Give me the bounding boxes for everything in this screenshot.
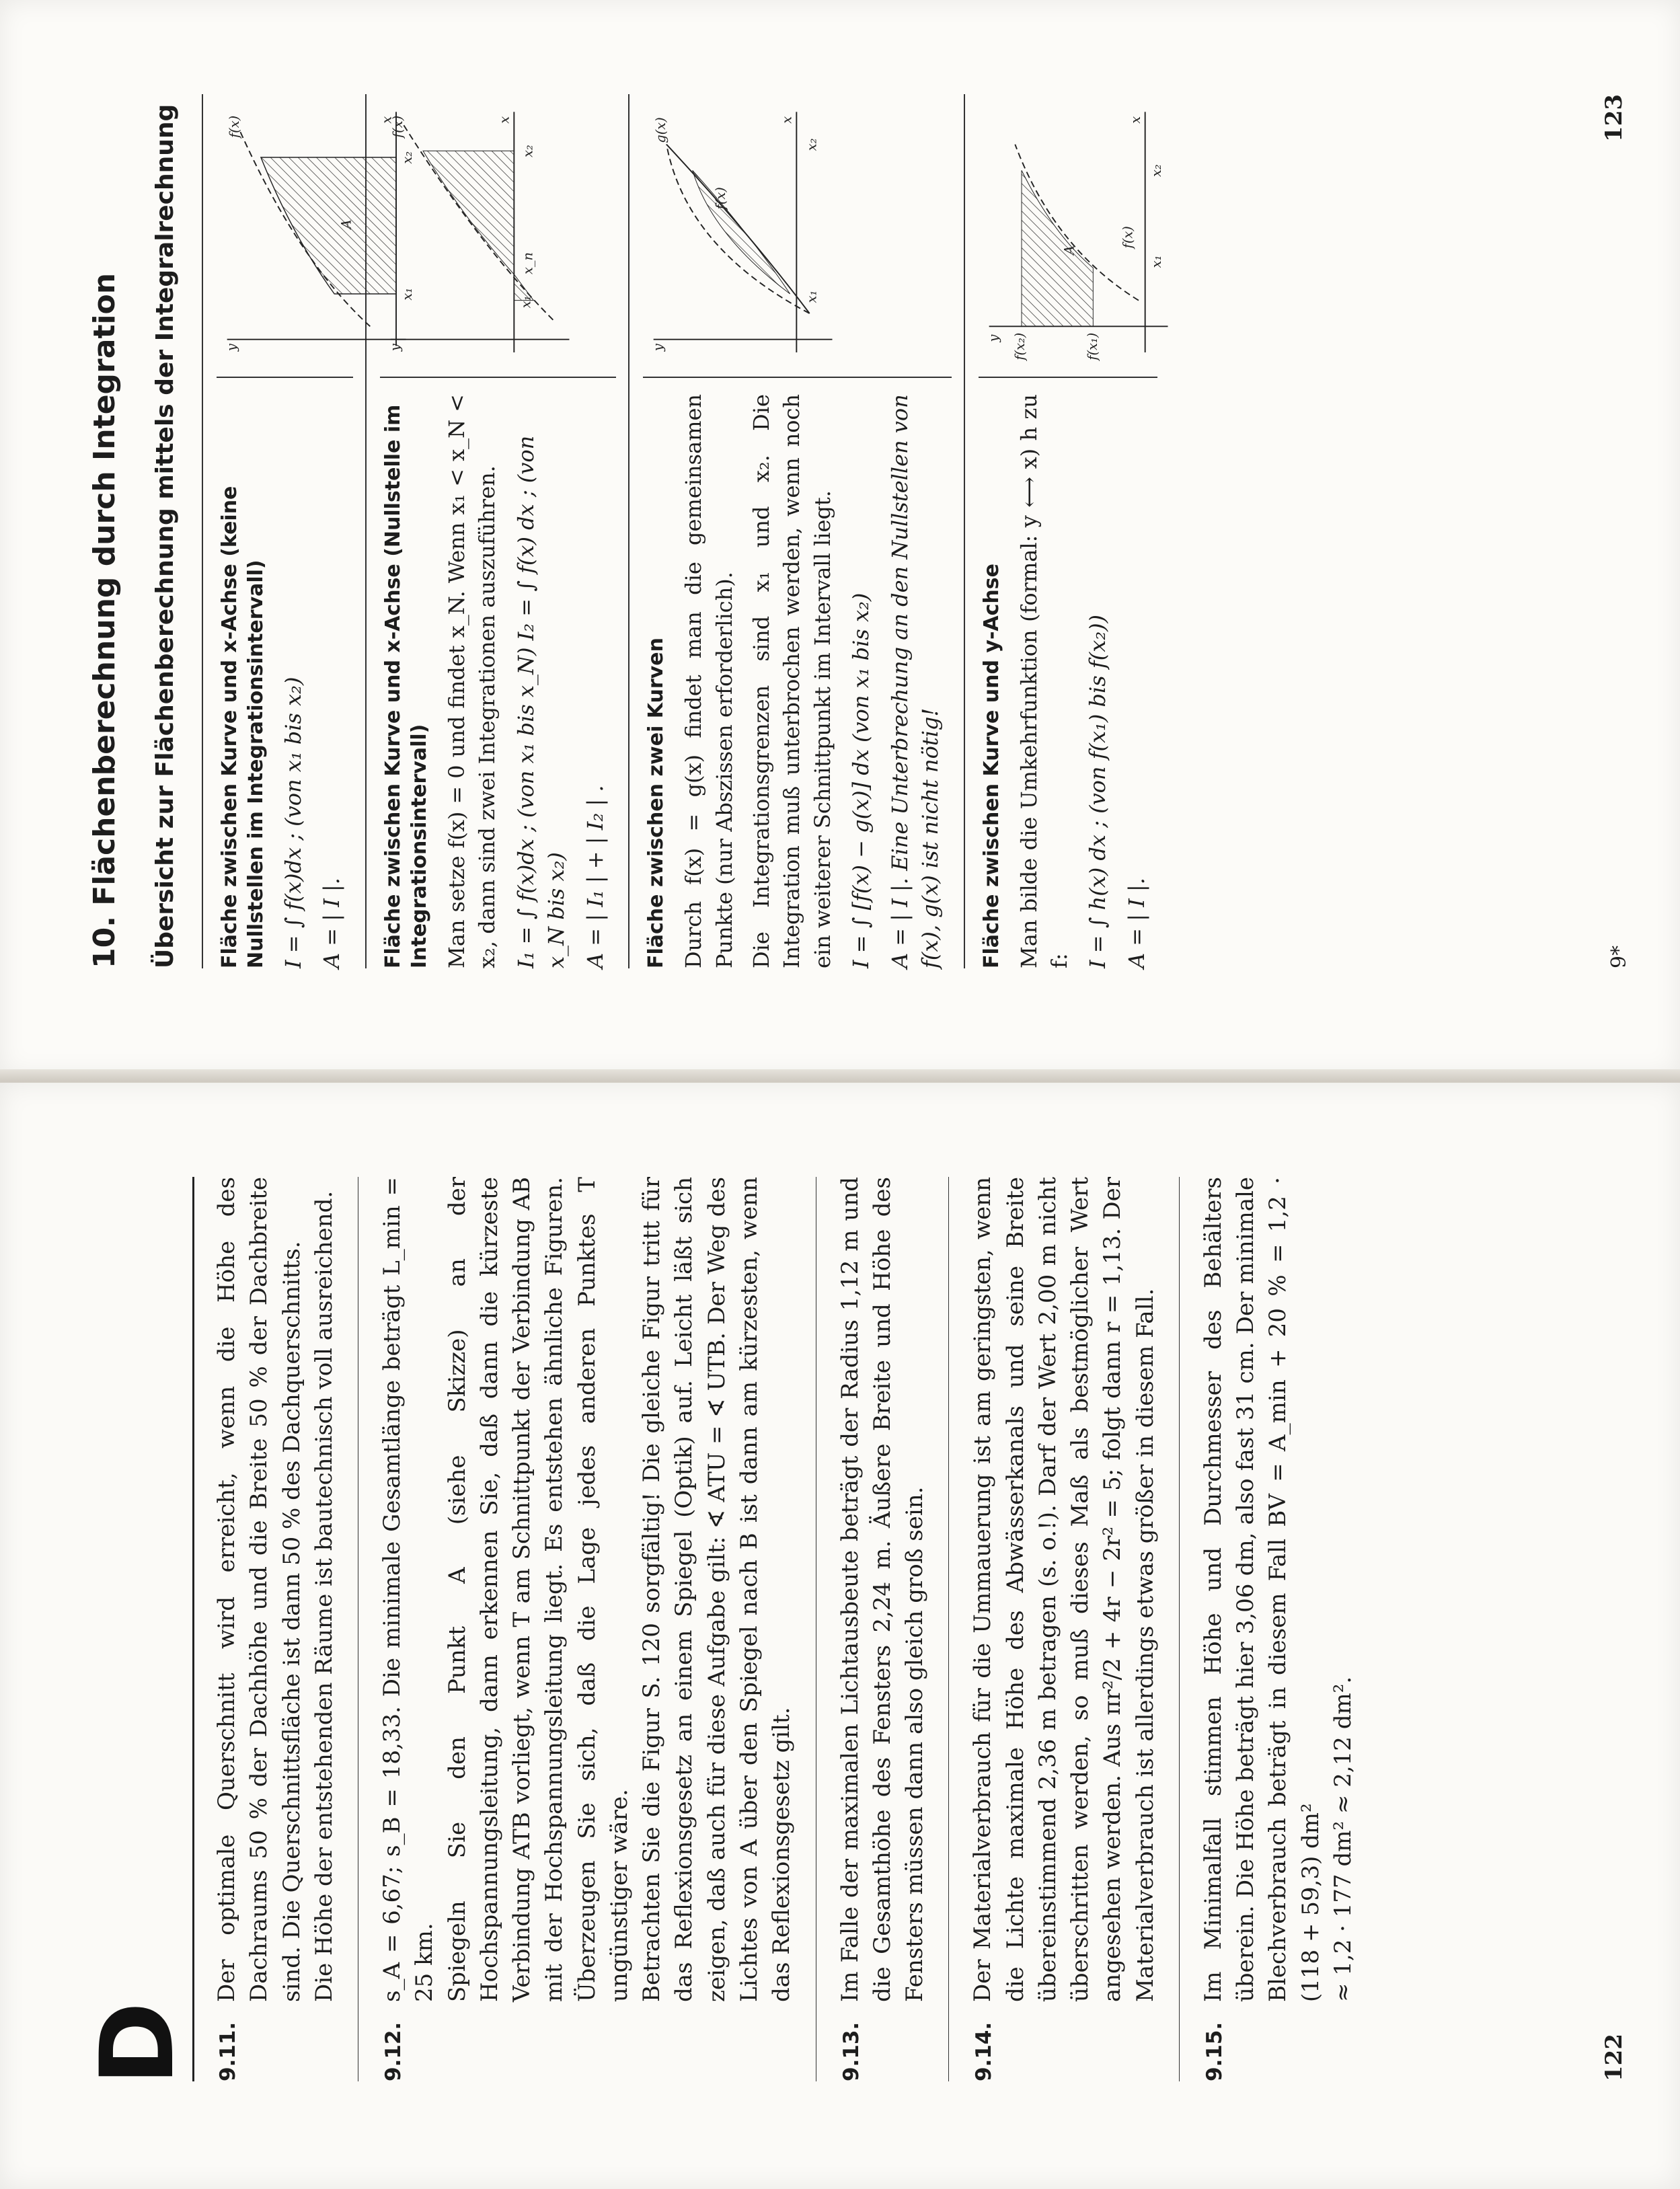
figure-label: x₂ <box>399 151 416 164</box>
section-text <box>380 378 616 968</box>
section-figure <box>643 94 952 378</box>
figure-label: x₁ <box>399 288 416 301</box>
figure-label: x₂ <box>520 145 536 157</box>
figure-label: x <box>779 116 795 124</box>
solution-list <box>211 1177 1359 2081</box>
section-heading: Fläche zwischen Kurve und x-Achse (keine Nullstellen im Integrationsintervall) <box>218 486 268 968</box>
figure-label: f(x) <box>1119 226 1135 249</box>
solution-paragraph: Die Höhe der entstehenden Räume ist bautechnisch voll ausreichend. <box>310 1190 338 2002</box>
right-page-content <box>0 0 1680 1069</box>
solution-paragraph: ≈ 1,2 · 177 dm² ≈ 2,12 dm². <box>1329 1676 1357 2002</box>
chapter-title: 10. Flächenberechnung durch Integration <box>87 272 122 968</box>
section-figure <box>217 94 416 378</box>
formula: A = | I |. <box>1123 878 1149 968</box>
section-body: Man setze f(x) = 0 und findet x_N. Wenn x₁ < x_N < x₂, dann sind zwei Integrationen auszuführen. <box>443 394 500 968</box>
formula: A = | I₁ | + | I₂ | . <box>582 785 608 968</box>
page-number-right: 123 <box>1601 94 1628 142</box>
solution-text <box>211 1177 340 2002</box>
section-body: Man bilde die Umkehrfunktion (formal: y ⟷ x) h zu f: <box>1016 394 1072 968</box>
figure-label: x₁ <box>1148 255 1164 268</box>
area-graph <box>983 101 1178 370</box>
solution-text <box>1197 1177 1359 2002</box>
figure-label: y <box>650 344 666 352</box>
figure-label: f(x₁) <box>1084 332 1100 360</box>
figure-label: g(x) <box>653 117 669 143</box>
figure-label: f(x) <box>713 187 729 210</box>
section-text <box>643 378 952 968</box>
figure-label: x₂ <box>1148 164 1164 177</box>
section-heading: Fläche zwischen zwei Kurven <box>644 638 669 968</box>
solution-item <box>376 1177 798 2081</box>
solution-number: 9.15. <box>1202 2022 1227 2081</box>
formula: I = ∫ [f(x) − g(x)] dx (von x₁ bis x₂) <box>848 592 874 968</box>
figure-label: x <box>496 116 512 124</box>
solution-number: 9.12. <box>381 2022 406 2081</box>
figure-label: A <box>338 219 354 229</box>
overview-section <box>365 94 628 968</box>
figure-label: x₁ <box>804 290 820 303</box>
formula: I = ∫ h(x) dx ; (von f(x₁) bis f(x₂)) <box>1085 614 1111 968</box>
solution-paragraph: Im Minimalfall stimmen Höhe und Durchmesser des Behälters überein. Die Höhe beträgt hier 3,06 dm, also fast 31 cm. Der minimale Blechverbrauch beträgt in diesem Fall BV = A_min + 20 % = 1,2 · (118 + 59,3) dm² <box>1199 1177 1324 2002</box>
left-page-content <box>0 1096 1680 2189</box>
figure-label: f(x) <box>389 115 406 138</box>
area-graph <box>647 101 842 370</box>
figure-label: A <box>1061 245 1077 255</box>
figure-label: f(x₂) <box>1011 332 1028 360</box>
figure-label: x₂ <box>804 138 820 151</box>
section-text <box>979 378 1158 968</box>
figure-label: x <box>379 116 395 124</box>
solution-item <box>1197 1177 1359 2081</box>
problem-divider <box>1179 1177 1180 2081</box>
formula: I = ∫ f(x)dx ; (von x₁ bis x₂) <box>280 677 306 968</box>
formula: A = | I |. Eine Unterbrechung an den Nullstellen von f(x), g(x) ist nicht nötig! <box>886 394 944 968</box>
solution-number: 9.11. <box>216 2022 240 2081</box>
section-figure <box>979 94 1164 378</box>
overview-section <box>628 94 964 968</box>
figure-label: x_n <box>520 252 536 274</box>
solution-item <box>834 1177 931 2081</box>
figure-label: x₁ <box>518 295 534 309</box>
solution-text <box>376 1177 798 2002</box>
solution-item <box>966 1177 1161 2081</box>
solution-number: 9.13. <box>839 2022 864 2081</box>
figure-label: f(x) <box>227 115 243 138</box>
figure-label: y <box>224 344 240 352</box>
area-graph <box>384 101 579 370</box>
top-rule <box>192 1177 194 2081</box>
solution-text <box>966 1177 1161 2002</box>
section-heading: Fläche zwischen Kurve und y-Achse <box>979 564 1003 968</box>
solution-number: 9.14. <box>972 2022 997 2081</box>
figure-label: y <box>985 334 1001 342</box>
section-body: Die Integrationsgrenzen sind x₁ und x₂. Die Integration muß unterbrochen werden, wenn noch ein weiterer Schnittpunkt im Intervall liegt. <box>748 394 835 968</box>
page-number-left: 122 <box>1601 2034 1628 2081</box>
section-letter: D <box>79 2001 196 2085</box>
solution-paragraph: Im Falle der maximalen Lichtausbeute beträgt der Radius 1,12 m und die Gesamthöhe des Fensters 2,24 m. Äußere Breite und Höhe des Fensters müssen dann also gleich groß sein. <box>836 1177 929 2002</box>
formula: A = | I |. <box>319 878 345 968</box>
solution-paragraph: Der Materialverbrauch für die Ummauerung ist am geringsten, wenn die Lichte maximale Höhe des Abwässerkanals und seine Breite übereinstimmend 2,36 m betragen (s. o.!). Darf der Wert 2,00 m nicht überschritten werden, so muß dieses Maß als bestmöglicher Wert angesehen werden. Aus πr²/2 + 4r − 2r² = 5; folgt dann r = 1,13. Der Materialverbrauch ist allerdings etwas größer in diesem Fall. <box>969 1177 1159 2002</box>
overview-section <box>964 94 1170 968</box>
solution-paragraph: Betrachten Sie die Figur S. 120 sorgfältig! Die gleiche Figur tritt für das Reflexionsgesetz an einem Spiegel (Optik) auf. Leicht läßt sich zeigen, daß auch für diese Aufgabe gilt: ∢ ATU = ∢ UTB. Der Weg des Lichtes von A über den Spiegel nach B ist dann am kürzesten, wenn das Reflexionsgesetz gilt. <box>638 1177 796 2002</box>
section-figure <box>380 94 616 378</box>
solution-paragraph: s_A = 6,67; s_B = 18,33. Die minimale Gesamtlänge beträgt L_min = 25 km. <box>379 1177 438 2002</box>
problem-divider <box>948 1177 949 2081</box>
overview-sections <box>202 94 1170 968</box>
solution-item <box>211 1177 340 2081</box>
solution-text <box>834 1177 931 2002</box>
solution-paragraph: Spiegeln Sie den Punkt A (siehe Skizze) an der Hochspannungsleitung, dann erkennen Sie, daß dann die kürzeste Verbindung ATB vorliegt, wenn T am Schnittpunkt der Verbindung AB mit der Hochspannungsleitung liegt. Es entstehen ähnliche Figuren. Überzeugen Sie sich, daß die Lage jedes anderen Punktes T ungünstiger wäre. <box>443 1177 633 2002</box>
formula: I₁ = ∫ f(x)dx ; (von x₁ bis x_N) I₂ = ∫ f(x) dx ; (von x_N bis x₂) <box>512 435 570 968</box>
solution-paragraph: Der optimale Querschnitt wird erreicht, wenn die Höhe des Dachraums 50 % der Dachhöhe und die Breite 50 % der Dachbreite sind. Die Querschnittsfläche ist dann 50 % des Dachquerschnitts. <box>213 1177 305 2002</box>
section-body: Durch f(x) = g(x) findet man die gemeinsamen Punkte (nur Abszissen erforderlich). <box>681 394 737 968</box>
section-text <box>217 378 353 968</box>
figure-label: x <box>1127 116 1143 124</box>
section-heading: Fläche zwischen Kurve und x-Achse (Nullstelle im Integrationsintervall) <box>381 404 431 968</box>
signature-mark: 9* <box>1607 945 1631 968</box>
overview-title: Übersicht zur Flächenberechnung mittels der Integralrechnung <box>151 104 179 968</box>
figure-label: y <box>387 344 404 352</box>
